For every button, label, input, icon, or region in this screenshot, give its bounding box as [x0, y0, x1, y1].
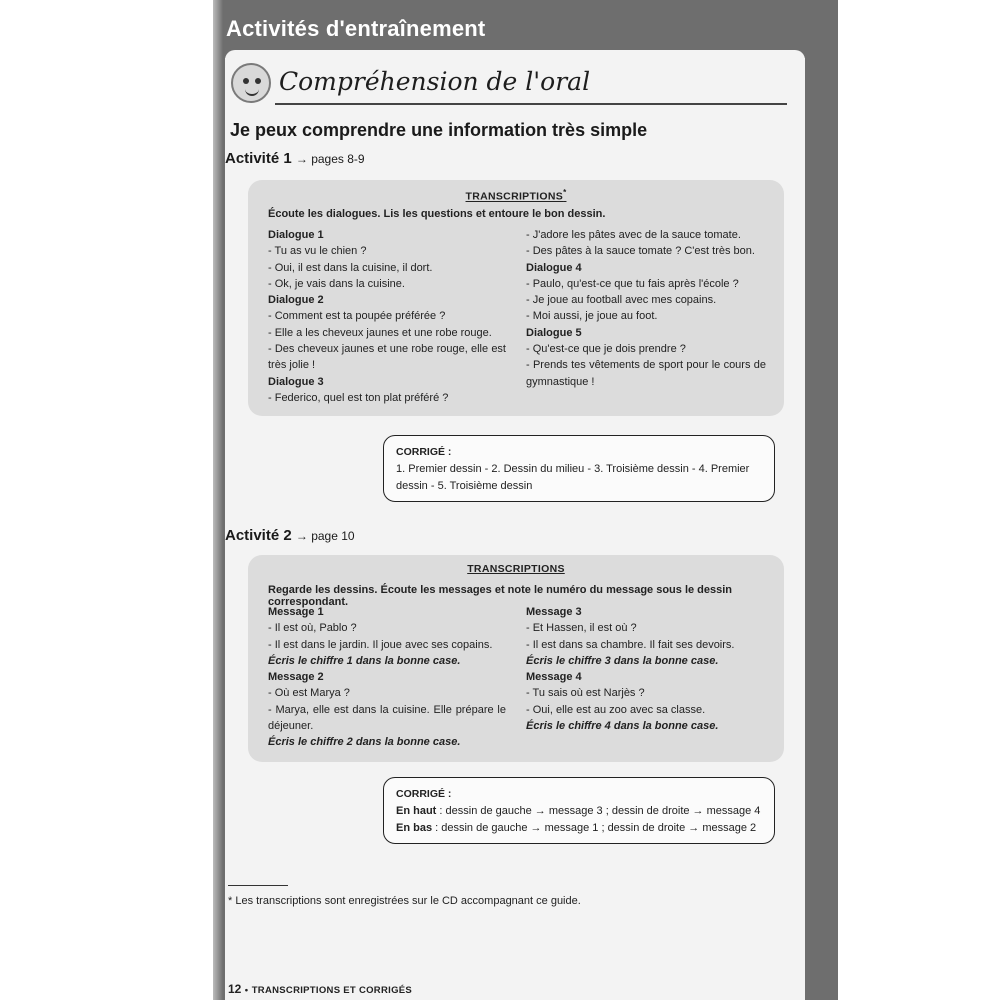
transcriptions-box-1	[248, 180, 784, 416]
corrige-line-top: En haut : dessin de gauche → message 3 ; dessin de droite → message 4	[396, 805, 761, 817]
dialogue-line: - Il est dans le jardin. Il joue avec ses copains.	[268, 638, 493, 651]
section-title: Compréhension de l'oral	[279, 67, 591, 96]
dialogues-right-column	[526, 227, 766, 390]
instruction-note: Écris le chiffre 3 dans la bonne case.	[526, 654, 719, 667]
messages-left-column	[268, 604, 506, 751]
dialogue-line: - Il est dans sa chambre. Il fait ses devoirs.	[526, 638, 735, 651]
dialogue-line: - Des pâtes à la sauce tomate ? C'est très bon.	[526, 245, 755, 258]
messages-right-column	[526, 604, 766, 734]
dialogue-line: - Federico, quel est ton plat préféré ?	[268, 391, 449, 404]
transcriptions-label: TRANSCRIPTIONS	[467, 563, 565, 575]
dialogue-line: - Je joue au football avec mes copains.	[526, 294, 717, 307]
dialogue-line: - Moi aussi, je joue au foot.	[526, 310, 658, 323]
dialogue-title: Dialogue 3	[268, 375, 324, 388]
page-footer	[228, 982, 412, 996]
instruction-note: Écris le chiffre 4 dans la bonne case.	[526, 720, 719, 733]
section-header	[231, 63, 791, 105]
book-page	[213, 0, 838, 1000]
dialogue-line: - Oui, elle est au zoo avec sa classe.	[526, 703, 706, 716]
dialogue-line: - Comment est ta poupée préférée ?	[268, 310, 446, 323]
activity-2-title	[225, 527, 355, 544]
dialogue-line: - Prends tes vêtements de sport pour le cours de gymnastique !	[526, 359, 766, 388]
activity-page-ref: → pages 8-9	[295, 152, 365, 166]
dialogue-title: Dialogue 1	[268, 229, 324, 241]
activity-label: Activité 1	[225, 150, 292, 167]
dialogue-line: - Marya, elle est dans la cuisine. Elle prépare le déjeuner.	[268, 703, 506, 733]
mascot-icon	[231, 63, 271, 103]
dialogue-line: - J'adore les pâtes avec de la sauce tomate.	[526, 229, 741, 241]
dialogue-title: Dialogue 2	[268, 294, 324, 307]
dialogue-line: - Des cheveux jaunes et une robe rouge, elle est très jolie !	[268, 343, 506, 372]
dialogue-line: - Tu sais où est Narjès ?	[526, 687, 645, 700]
page-header-title: Activités d'entraînement	[226, 16, 486, 41]
footnote: * Les transcriptions sont enregistrées sur le CD accompagnant ce guide.	[228, 895, 581, 907]
corrige-box-1	[383, 435, 775, 502]
activity-page-ref: → page 10	[295, 529, 355, 543]
transcriptions-box-2	[248, 555, 784, 762]
footnote-mark: *	[563, 188, 567, 197]
dialogue-line: - Tu as vu le chien ?	[268, 245, 367, 258]
background-left	[0, 0, 213, 1000]
activity-1-title	[225, 150, 365, 167]
corrige-label: CORRIGÉ :	[396, 446, 452, 458]
dialogue-title: Message 4	[526, 671, 582, 684]
footer-bullet: •	[244, 985, 249, 996]
right-border	[805, 50, 838, 1000]
instruction: Écoute les dialogues. Lis les questions et entoure le bon dessin.	[268, 208, 606, 220]
activity-label: Activité 2	[225, 527, 292, 544]
dialogue-line: - Et Hassen, il est où ?	[526, 622, 637, 635]
footnote-rule	[228, 885, 288, 886]
corrige-text: 1. Premier dessin - 2. Dessin du milieu - 3. Troisième dessin - 4. Premier dessin - 5. Troisième dessin	[396, 463, 750, 492]
dialogue-line: - Ok, je vais dans la cuisine.	[268, 277, 405, 290]
instruction-note: Écris le chiffre 1 dans la bonne case.	[268, 654, 461, 667]
skill-heading: Je peux comprendre une information très simple	[230, 120, 648, 140]
section-rule	[275, 103, 787, 105]
dialogues-left-column	[268, 227, 506, 406]
dialogue-title: Message 2	[268, 671, 324, 684]
dialogue-title: Dialogue 4	[526, 261, 582, 274]
dialogue-line: - Paulo, qu'est-ce que tu fais après l'école ?	[526, 277, 739, 290]
dialogue-line: - Il est où, Pablo ?	[268, 622, 357, 635]
instruction-note: Écris le chiffre 2 dans la bonne case.	[268, 736, 461, 749]
instruction: Regarde les dessins. Écoute les messages et note le numéro du message sous le dessin correspondant.	[268, 584, 733, 608]
dialogue-line: - Où est Marya ?	[268, 687, 350, 700]
binding-gutter	[213, 0, 223, 1000]
dialogue-line: - Qu'est-ce que je dois prendre ?	[526, 343, 686, 356]
page-number: 12	[228, 982, 242, 996]
dialogue-title: Message 3	[526, 606, 582, 618]
corrige-box-2	[383, 777, 775, 844]
dialogue-line: - Elle a les cheveux jaunes et une robe rouge.	[268, 326, 492, 339]
corrige-line-bottom: En bas : dessin de gauche → message 1 ; dessin de droite → message 2	[396, 822, 757, 834]
transcriptions-label: TRANSCRIPTIONS*	[465, 188, 567, 203]
dialogue-title: Dialogue 5	[526, 326, 582, 339]
dialogue-title: Message 1	[268, 606, 324, 618]
footer-label: TRANSCRIPTIONS ET CORRIGÉS	[251, 985, 413, 996]
dialogue-line: - Oui, il est dans la cuisine, il dort.	[268, 261, 433, 274]
background-right	[838, 0, 1000, 1000]
corrige-label: CORRIGÉ :	[396, 788, 452, 800]
